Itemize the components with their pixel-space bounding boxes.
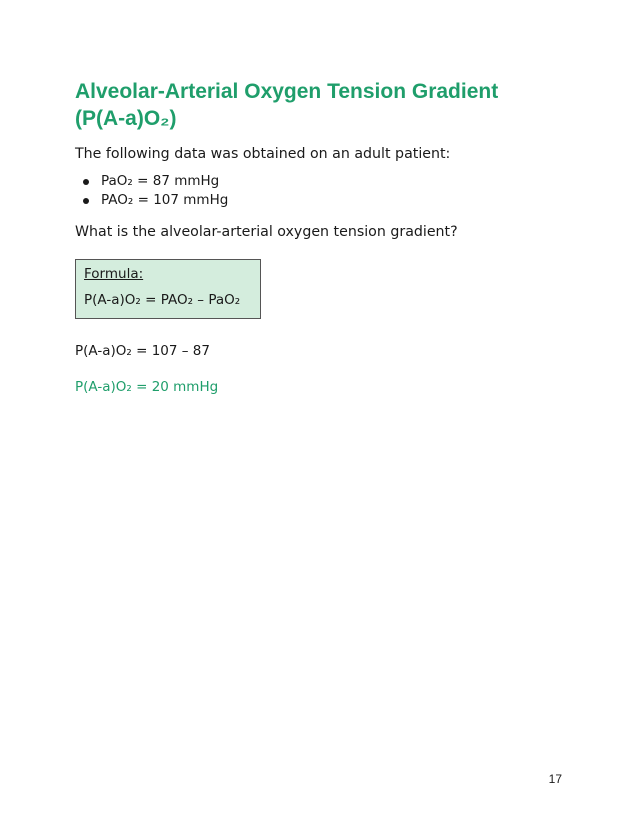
page-title: Alveolar-Arterial Oxygen Tension Gradient (P(A-a)O₂) (75, 80, 499, 130)
formula-expression: P(A-a)O₂ = PAO₂ – PaO₂ (84, 292, 241, 308)
bullet-icon (83, 179, 89, 185)
list-item (75, 191, 228, 210)
intro-text: The following data was obtained on an adult patient: (75, 146, 451, 162)
formula-heading: Formula: (84, 266, 144, 282)
page-number: 17 (548, 772, 562, 786)
list-item-text: PAO₂ = 107 mmHg (101, 192, 229, 208)
formula-box (75, 259, 261, 319)
list-item-text: PaO₂ = 87 mmHg (101, 173, 220, 189)
question-text: What is the alveolar-arterial oxygen tension gradient? (75, 224, 458, 240)
calculation-line: P(A-a)O₂ = 107 – 87 (75, 343, 210, 359)
list-item (75, 172, 228, 191)
bullet-icon (83, 198, 89, 204)
patient-data-list (75, 172, 228, 210)
answer-line: P(A-a)O₂ = 20 mmHg (75, 379, 219, 395)
